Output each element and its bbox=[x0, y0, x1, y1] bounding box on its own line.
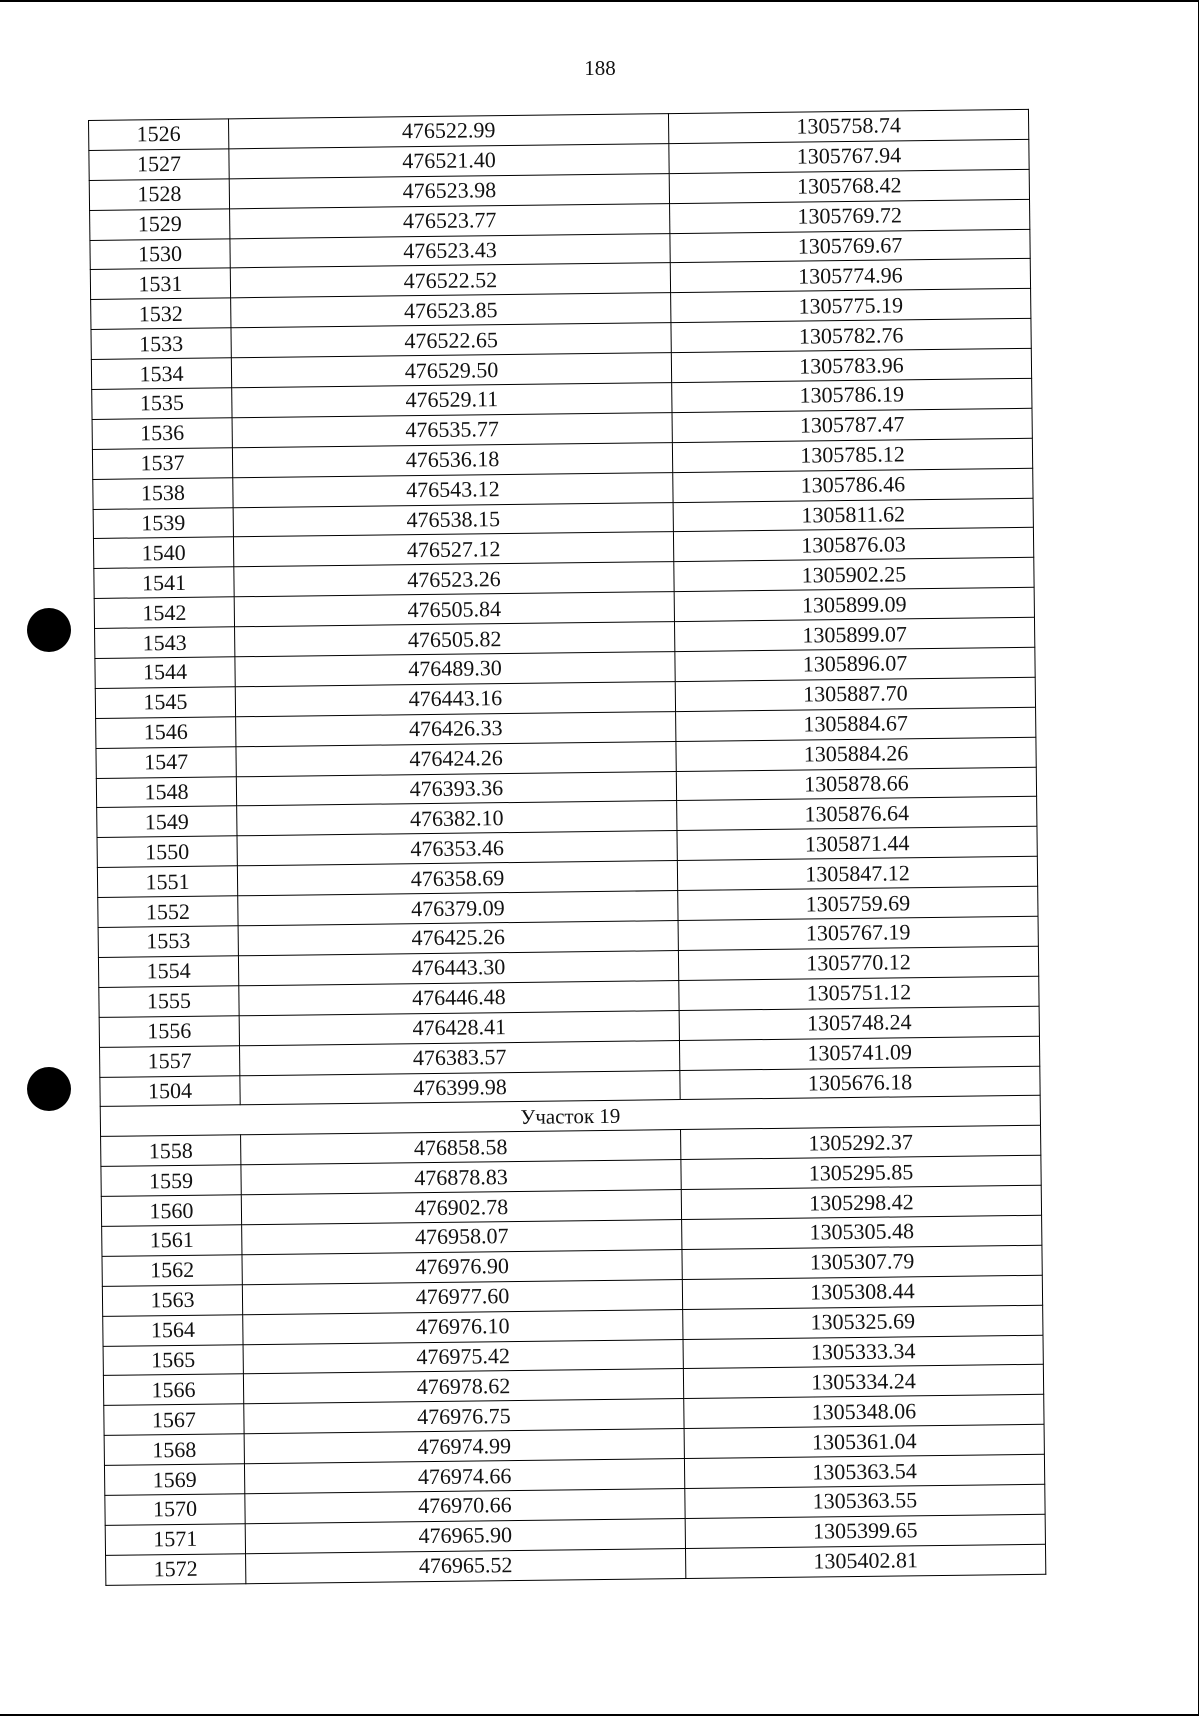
point-number: 1538 bbox=[93, 477, 233, 509]
coordinate-x: 476527.12 bbox=[233, 532, 673, 567]
coordinate-y: 1305811.62 bbox=[673, 498, 1033, 532]
coordinate-y: 1305767.19 bbox=[678, 916, 1038, 950]
coordinate-y: 1305878.66 bbox=[676, 767, 1036, 801]
coordinate-y: 1305887.70 bbox=[675, 677, 1035, 711]
coordinate-x: 476543.12 bbox=[233, 472, 673, 507]
coordinate-y: 1305767.94 bbox=[669, 139, 1029, 173]
coordinate-y: 1305295.85 bbox=[681, 1155, 1041, 1189]
coordinate-y: 1305896.07 bbox=[675, 647, 1035, 681]
coordinate-x: 476353.46 bbox=[237, 831, 677, 866]
coordinate-y: 1305751.12 bbox=[679, 976, 1039, 1010]
coordinate-y: 1305307.79 bbox=[682, 1245, 1042, 1279]
coordinate-x: 476379.09 bbox=[238, 891, 678, 926]
coordinate-x: 476538.15 bbox=[233, 502, 673, 537]
coordinate-y: 1305884.26 bbox=[676, 737, 1036, 771]
coordinate-y: 1305847.12 bbox=[677, 857, 1037, 891]
point-number: 1536 bbox=[92, 418, 232, 450]
point-number: 1552 bbox=[98, 896, 238, 928]
point-number: 1565 bbox=[103, 1344, 243, 1376]
coordinate-y: 1305292.37 bbox=[681, 1126, 1041, 1160]
coordinate-x: 476383.57 bbox=[239, 1040, 679, 1075]
coordinate-x: 476878.83 bbox=[241, 1160, 681, 1195]
coordinate-x: 476522.52 bbox=[230, 263, 670, 298]
point-number: 1558 bbox=[101, 1135, 241, 1167]
coordinate-x: 476382.10 bbox=[237, 801, 677, 836]
point-number: 1542 bbox=[94, 597, 234, 629]
point-number: 1527 bbox=[89, 149, 229, 181]
point-number: 1570 bbox=[105, 1494, 245, 1526]
coordinate-y: 1305334.24 bbox=[683, 1365, 1043, 1399]
coordinate-y: 1305402.81 bbox=[685, 1544, 1045, 1578]
coordinate-x: 476535.77 bbox=[232, 412, 672, 447]
coordinate-x: 476902.78 bbox=[241, 1190, 681, 1225]
coordinate-y: 1305782.76 bbox=[671, 319, 1031, 353]
point-number: 1529 bbox=[90, 208, 230, 240]
coordinate-y: 1305308.44 bbox=[682, 1275, 1042, 1309]
coordinates-table-body bbox=[89, 109, 1041, 1106]
section-19-table-body bbox=[101, 1126, 1046, 1585]
coordinate-y: 1305363.54 bbox=[684, 1454, 1044, 1488]
coordinate-x: 476424.26 bbox=[236, 741, 676, 776]
point-number: 1568 bbox=[104, 1434, 244, 1466]
punch-hole bbox=[27, 1067, 71, 1111]
coordinate-x: 476978.62 bbox=[243, 1369, 683, 1404]
coordinate-x: 476976.10 bbox=[243, 1309, 683, 1344]
point-number: 1559 bbox=[101, 1165, 241, 1197]
coordinate-x: 476965.52 bbox=[246, 1548, 686, 1583]
point-number: 1569 bbox=[104, 1464, 244, 1496]
coordinate-y: 1305876.03 bbox=[673, 528, 1033, 562]
coordinate-x: 476529.11 bbox=[232, 383, 672, 418]
page-number: 188 bbox=[584, 56, 616, 80]
point-number: 1567 bbox=[104, 1404, 244, 1436]
coordinate-x: 476443.16 bbox=[235, 681, 675, 716]
coordinate-x: 476858.58 bbox=[241, 1130, 681, 1165]
point-number: 1546 bbox=[96, 717, 236, 749]
coordinate-y: 1305899.07 bbox=[674, 617, 1034, 651]
coordinates-table bbox=[88, 109, 1046, 1586]
coordinates-sheet bbox=[88, 109, 1045, 1586]
coordinate-y: 1305876.64 bbox=[677, 797, 1037, 831]
point-number: 1564 bbox=[103, 1314, 243, 1346]
point-number: 1553 bbox=[98, 926, 238, 958]
point-number: 1532 bbox=[91, 298, 231, 330]
coordinate-x: 476974.66 bbox=[244, 1459, 684, 1494]
point-number: 1535 bbox=[92, 388, 232, 420]
coordinate-x: 476443.30 bbox=[238, 950, 678, 985]
point-number: 1534 bbox=[91, 358, 231, 390]
coordinate-y: 1305769.72 bbox=[670, 199, 1030, 233]
point-number: 1526 bbox=[89, 119, 229, 151]
point-number: 1555 bbox=[99, 986, 239, 1018]
coordinate-y: 1305325.69 bbox=[683, 1305, 1043, 1339]
point-number: 1539 bbox=[93, 507, 233, 539]
coordinate-y: 1305768.42 bbox=[669, 169, 1029, 203]
point-number: 1556 bbox=[99, 1015, 239, 1047]
coordinate-y: 1305759.69 bbox=[678, 886, 1038, 920]
coordinate-y: 1305741.09 bbox=[679, 1036, 1039, 1070]
point-number: 1557 bbox=[100, 1045, 240, 1077]
point-number: 1531 bbox=[90, 268, 230, 300]
coordinate-y: 1305770.12 bbox=[678, 946, 1038, 980]
coordinate-x: 476522.99 bbox=[228, 114, 668, 149]
coordinate-y: 1305775.19 bbox=[671, 289, 1031, 323]
coordinate-y: 1305758.74 bbox=[668, 109, 1028, 143]
point-number: 1554 bbox=[98, 956, 238, 988]
coordinate-y: 1305786.19 bbox=[672, 378, 1032, 412]
coordinate-x: 476975.42 bbox=[243, 1339, 683, 1374]
coordinate-y: 1305399.65 bbox=[685, 1514, 1045, 1548]
point-number: 1551 bbox=[97, 866, 237, 898]
coordinate-x: 476529.50 bbox=[231, 353, 671, 388]
point-number: 1572 bbox=[106, 1553, 246, 1585]
point-number: 1563 bbox=[102, 1284, 242, 1316]
coordinate-x: 476523.43 bbox=[230, 233, 670, 268]
coordinate-y: 1305884.67 bbox=[676, 707, 1036, 741]
coordinate-x: 476426.33 bbox=[236, 711, 676, 746]
coordinate-x: 476393.36 bbox=[236, 771, 676, 806]
coordinate-x: 476536.18 bbox=[232, 442, 672, 477]
coordinate-y: 1305871.44 bbox=[677, 827, 1037, 861]
coordinate-x: 476970.66 bbox=[245, 1488, 685, 1523]
coordinate-x: 476958.07 bbox=[242, 1219, 682, 1254]
coordinate-x: 476976.90 bbox=[242, 1249, 682, 1284]
point-number: 1537 bbox=[92, 448, 232, 480]
coordinate-x: 476977.60 bbox=[242, 1279, 682, 1314]
coordinate-x: 476522.65 bbox=[231, 323, 671, 358]
point-number: 1543 bbox=[95, 627, 235, 659]
coordinate-x: 476446.48 bbox=[239, 980, 679, 1015]
coordinate-x: 476399.98 bbox=[240, 1070, 680, 1105]
point-number: 1544 bbox=[95, 657, 235, 689]
point-number: 1548 bbox=[96, 776, 236, 808]
coordinate-x: 476358.69 bbox=[237, 861, 677, 896]
point-number: 1561 bbox=[102, 1225, 242, 1257]
point-number: 1540 bbox=[93, 537, 233, 569]
point-number: 1549 bbox=[97, 806, 237, 838]
coordinate-x: 476965.90 bbox=[245, 1518, 685, 1553]
coordinate-y: 1305676.18 bbox=[680, 1066, 1040, 1100]
coordinate-y: 1305298.42 bbox=[681, 1185, 1041, 1219]
coordinate-x: 476505.82 bbox=[235, 622, 675, 657]
coordinate-y: 1305787.47 bbox=[672, 408, 1032, 442]
coordinate-y: 1305748.24 bbox=[679, 1006, 1039, 1040]
point-number: 1545 bbox=[95, 687, 235, 719]
coordinate-x: 476505.84 bbox=[234, 592, 674, 627]
coordinate-y: 1305361.04 bbox=[684, 1424, 1044, 1458]
coordinate-x: 476521.40 bbox=[229, 143, 669, 178]
coordinate-x: 476523.26 bbox=[234, 562, 674, 597]
coordinate-y: 1305333.34 bbox=[683, 1335, 1043, 1369]
coordinate-y: 1305902.25 bbox=[674, 558, 1034, 592]
point-number: 1550 bbox=[97, 836, 237, 868]
coordinate-x: 476489.30 bbox=[235, 652, 675, 687]
coordinate-x: 476523.98 bbox=[229, 173, 669, 208]
coordinate-y: 1305785.12 bbox=[672, 438, 1032, 472]
coordinate-y: 1305899.09 bbox=[674, 588, 1034, 622]
coordinate-y: 1305769.67 bbox=[670, 229, 1030, 263]
coordinate-x: 476974.99 bbox=[244, 1429, 684, 1464]
point-number: 1566 bbox=[103, 1374, 243, 1406]
point-number: 1541 bbox=[94, 567, 234, 599]
point-number: 1571 bbox=[105, 1524, 245, 1556]
coordinate-y: 1305305.48 bbox=[682, 1215, 1042, 1249]
punch-hole bbox=[27, 608, 71, 652]
coordinate-y: 1305363.55 bbox=[685, 1484, 1045, 1518]
point-number: 1560 bbox=[101, 1195, 241, 1227]
coordinate-x: 476976.75 bbox=[244, 1399, 684, 1434]
coordinate-y: 1305783.96 bbox=[671, 348, 1031, 382]
coordinate-y: 1305774.96 bbox=[670, 259, 1030, 293]
point-number: 1533 bbox=[91, 328, 231, 360]
section-title: Участок 19 bbox=[100, 1096, 1040, 1137]
coordinate-x: 476523.77 bbox=[230, 203, 670, 238]
point-number: 1504 bbox=[100, 1075, 240, 1107]
coordinate-x: 476523.85 bbox=[231, 293, 671, 328]
point-number: 1547 bbox=[96, 746, 236, 778]
point-number: 1530 bbox=[90, 238, 230, 270]
coordinate-y: 1305786.46 bbox=[673, 468, 1033, 502]
coordinate-x: 476425.26 bbox=[238, 921, 678, 956]
point-number: 1528 bbox=[89, 179, 229, 211]
point-number: 1562 bbox=[102, 1255, 242, 1287]
coordinate-y: 1305348.06 bbox=[684, 1395, 1044, 1429]
coordinate-x: 476428.41 bbox=[239, 1010, 679, 1045]
